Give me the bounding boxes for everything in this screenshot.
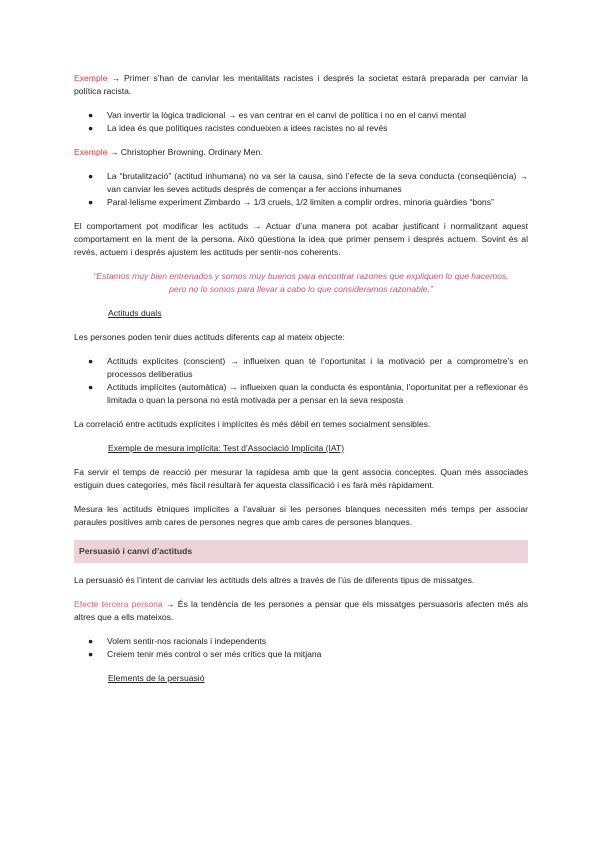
bullet-list — [74, 109, 528, 135]
bullet-icon: ● — [88, 636, 94, 646]
bullet-icon: ● — [88, 197, 94, 207]
list-item — [74, 635, 528, 648]
section-header-bar: Persuasió i canvi d’actituds — [74, 540, 528, 563]
list-item-text: La “brutalització” (actitud inhumana) no va ser la causa, sinó l’efecte de la seva conducta (conseqüència) → van canviar les seves actituds després de començar a fer accions inhumanes — [107, 171, 528, 194]
list-item-text: Actituds explícites (conscient) → influeixen quan té l’oportunitat i la motivació per a comprometre’s en processos deliberatius — [107, 356, 528, 379]
bullet-icon: ● — [88, 649, 94, 659]
section-heading — [74, 442, 528, 455]
list-item-text: Actituds implícites (automàtica) → influeixen quan la conducta és espontània, l’oportunitat per a reflexionar és limitada o quan la persona no està motivada per a pensar en la seva resposta — [107, 382, 528, 405]
third-person-paragraph — [74, 598, 528, 624]
third-person-text: → És la tendència de les persones a pensar que els missatges persuasoris afecten més als altres que a ells mateixos. — [74, 599, 528, 622]
list-item — [74, 196, 528, 209]
persuasion-paragraph: La persuasió és l’intent de canviar les actituds dels altres a través de l’ús de diferents tipus de missatges. — [74, 575, 475, 585]
example-label: Exemple — [74, 73, 108, 83]
list-item-text: Paral·lelisme experiment Zimbardo → 1/3 cruels, 1/2 limiten a complir ordres, minoria guàrdies “bons” — [107, 197, 494, 207]
list-item-text: Van invertir la lògica tradicional → es van centrar en el canvi de política i no en el canvi mental — [107, 110, 467, 120]
example-text: → Christopher Browning. Ordinary Men. — [109, 147, 263, 157]
bullet-list — [74, 170, 528, 209]
correlation-paragraph: La correlació entre actituds explícites i implícites és més dèbil en temes socialment sensibles. — [74, 419, 431, 429]
list-item — [74, 170, 528, 196]
section-heading-text: Actituds duals — [108, 308, 162, 318]
quote-line: “Estamos muy bien entrenados y somos muy buenos para encontrar razones que expliquen lo que hacemos, — [93, 271, 509, 281]
quote-block — [74, 270, 528, 296]
section-heading — [74, 307, 528, 320]
document-page — [74, 72, 528, 685]
list-item-text: Creiem tenir més control o ser més crítics que la mitjana — [107, 649, 322, 659]
third-person-label: Efecte tercera persona — [74, 599, 163, 609]
bullet-icon: ● — [88, 171, 94, 181]
bullet-icon: ● — [88, 356, 94, 366]
bullet-list — [74, 355, 528, 407]
quote-line: pero no lo somos para llevar a cabo lo que consideramos razonable.” — [169, 284, 433, 294]
iat-paragraph: Fa servir el temps de reacció per mesurar la rapidesa amb que la gent associa conceptes. Quan més associades estiguin dues categories, més fàcil resultarà fer aquesta classificació i es farà més ràpidament. — [74, 467, 528, 490]
list-item — [74, 109, 528, 122]
bullet-list — [74, 635, 528, 661]
example-label: Exemple — [74, 147, 108, 157]
example-paragraph — [74, 146, 528, 159]
section-heading — [74, 672, 528, 685]
list-item — [74, 122, 528, 135]
example-paragraph — [74, 72, 528, 98]
section-heading-text: Exemple de mesura implícita: Test d’Associació Implícita (IAT) — [108, 443, 345, 453]
list-item — [74, 355, 528, 381]
bullet-icon: ● — [88, 110, 94, 120]
section-heading-text: Elements de la persuasió — [108, 673, 205, 683]
list-item-text: Volem sentir-nos racionals i independents — [107, 636, 267, 646]
iat-paragraph: Mesura les actituds ètniques implícites a l’avaluar si les persones blanques necessiten més temps per associar paraules positives amb cares de persones negres que amb cares de persones blanques. — [74, 504, 528, 527]
bullet-icon: ● — [88, 123, 94, 133]
bullet-icon: ● — [88, 382, 94, 392]
list-item-text: La idea és que polítiques racistes condueixen a idees racistes no al revés — [107, 123, 388, 133]
list-item — [74, 381, 528, 407]
behaviour-paragraph: El comportament pot modificar les actituds → Actuar d’una manera pot acabar justificant i normalitzant aquest comportament en la ment de la persona. Això qüestiona la idea que primer pensem i després actuem. Sovint és al revés, actuem i després ajustem les actituds per sentir-nos coherents. — [74, 221, 528, 257]
list-item — [74, 648, 528, 661]
example-text: → Primer s’han de canviar les mentalitats racistes i després la societat estarà preparada per canviar la política racista. — [74, 73, 529, 96]
duals-intro: Les persones poden tenir dues actituds diferents cap al mateix objecte: — [74, 332, 345, 342]
